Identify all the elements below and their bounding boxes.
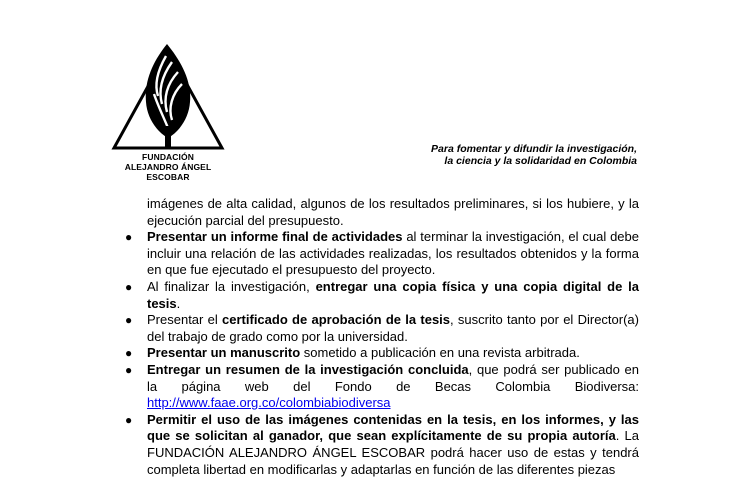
item-bold-text: Presentar un informe final de actividades — [147, 229, 403, 245]
org-name-line2: ALEJANDRO ÁNGEL ESCOBAR — [124, 162, 212, 182]
item-text: . — [176, 295, 181, 311]
foundation-logo — [103, 42, 233, 182]
bullet-icon: ● — [125, 346, 133, 361]
tagline-line1: Para fomentar y difundir la investigación, — [431, 143, 637, 155]
continuation-paragraph: imágenes de alta calidad, algunos de los resultados preliminares, si los hubiere, y la ejecución parcial del presupuesto. — [147, 196, 639, 228]
bullet-icon: ● — [125, 279, 133, 294]
item-bold-text: entregar una copia física y una copia digital de la tesis — [147, 278, 639, 311]
list-item — [123, 362, 639, 412]
list-item — [123, 229, 639, 279]
item-text: , que podrá ser publicado en la página web del Fondo de Becas Colombia Biodiversa: — [147, 361, 639, 394]
org-name-line1: FUNDACIÓN — [142, 152, 194, 162]
item-pre-text: Presentar el — [147, 312, 223, 328]
list-item — [123, 345, 639, 362]
item-bold-text: Permitir el uso de las imágenes contenidas en la tesis, en los informes, y las que se solicitan al ganador, que sean explícitamente de su propia autoría — [147, 411, 639, 444]
item-text: , suscrito tanto por el Director(a) del trabajo de grado como por la universidad. — [147, 312, 639, 344]
flame-triangle-logo-icon — [110, 42, 226, 152]
list-item — [123, 312, 639, 345]
tagline — [317, 143, 637, 167]
bullet-icon: ● — [125, 313, 133, 328]
biodiversa-link[interactable]: http://www.faae.org.co/colombiabiodiversa — [147, 395, 391, 411]
bullet-icon: ● — [125, 362, 133, 377]
item-text: al terminar la investigación, el cual debe incluir una relación de las actividades realizadas, los resultados obtenidos y la forma en que fue ejecutado el presupuesto del proyecto. — [147, 229, 639, 278]
bullet-icon: ● — [125, 230, 133, 245]
item-bold-text: Entregar un resumen de la investigación concluida — [147, 361, 469, 377]
document-body — [123, 196, 639, 478]
list-item — [123, 412, 639, 478]
item-text: . La FUNDACIÓN ALEJANDRO ÁNGEL ESCOBAR podrá hacer uso de estas y tendrá completa libertad en modificarlas y adaptarlas en función de las diferentes piezas — [147, 428, 639, 477]
item-bold-text: certificado de aprobación de la tesis — [222, 312, 451, 328]
item-bold-text: Presentar un manuscrito — [147, 345, 301, 361]
item-text: sometido a publicación en una revista arbitrada. — [300, 345, 580, 361]
requirements-list — [123, 229, 639, 478]
list-item — [123, 279, 639, 312]
bullet-icon: ● — [125, 412, 133, 427]
item-pre-text: Al finalizar la investigación, — [147, 278, 316, 294]
tagline-line2: la ciencia y la solidaridad en Colombia — [444, 155, 637, 167]
